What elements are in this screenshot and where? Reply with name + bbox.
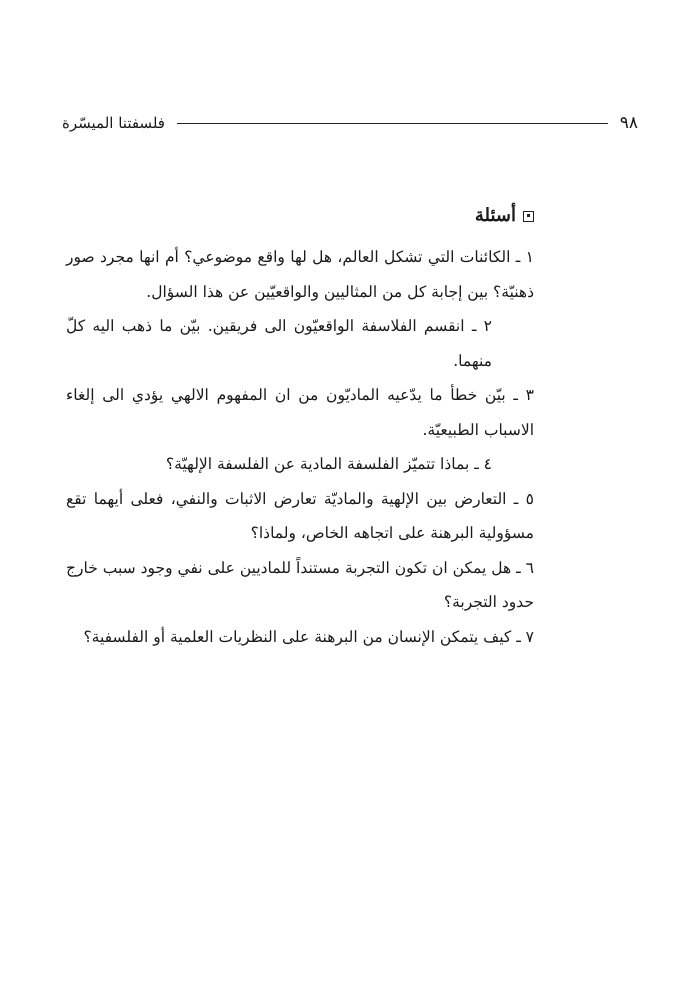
question-item: ٣ ـ بيّن خطأ ما يدّعيه الماديّون من ان المفهوم الالهي يؤدي الى إلغاء الاسباب الطبيعيّة. xyxy=(66,386,534,439)
header-rule xyxy=(177,123,608,124)
page-number: ٩٨ xyxy=(619,113,638,133)
question-item: ١ ـ الكائنات التي تشكل العالم، هل لها واقع موضوعي؟ أم انها مجرد صور ذهنيّة؟ بين إجابة كل من المثاليين والواقعيّين عن هذا السؤال. xyxy=(66,248,534,301)
question-item: ٢ ـ انقسم الفلاسفة الواقعيّون الى فريقين. بيّن ما ذهب اليه كلّ منهما. xyxy=(66,317,492,370)
question-item: ٥ ـ التعارض بين الإلهية والماديّة تعارض الاثبات والنفي، فعلى أيهما تقع مسؤولية البرهنة على اتجاهه الخاص، ولماذا؟ xyxy=(66,489,534,542)
question-item: ٤ ـ بماذا تتميّز الفلسفة المادية عن الفلسفة الإلهيّة؟ xyxy=(165,455,492,473)
square-bullet-icon xyxy=(523,211,534,222)
section-heading-text: أسئلة xyxy=(474,205,516,226)
book-title: فلسفتنا الميسّرة xyxy=(62,114,165,132)
question-item: ٦ ـ هل يمكن ان تكون التجربة مستنداً للماديين على نفي وجود سبب خارج حدود التجربة؟ xyxy=(66,558,534,611)
questions-list xyxy=(66,240,534,654)
question-item: ٧ ـ كيف يتمكن الإنسان من البرهنة على النظريات العلمية أو الفلسفية؟ xyxy=(83,627,534,646)
section-heading xyxy=(475,203,534,229)
running-header xyxy=(62,112,638,134)
